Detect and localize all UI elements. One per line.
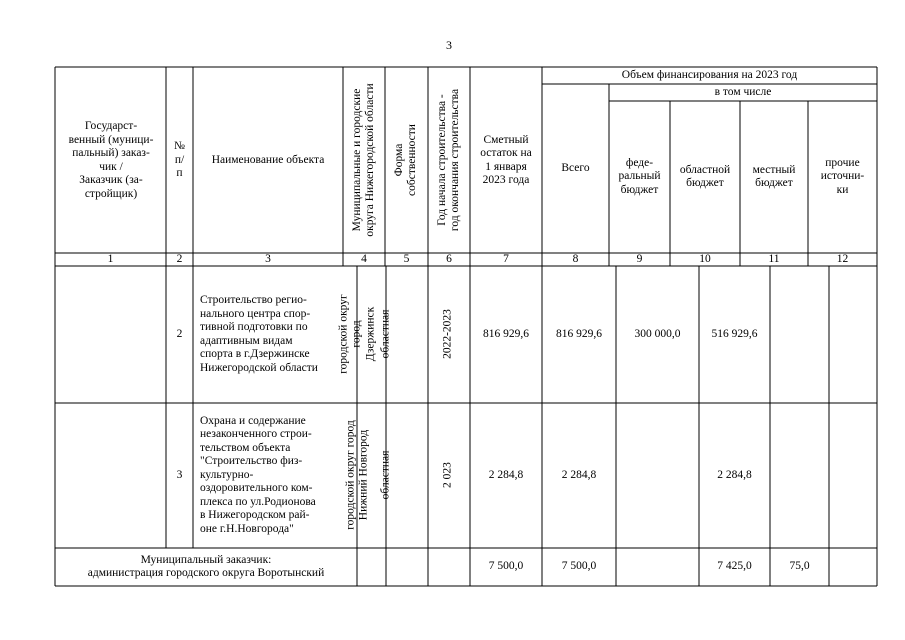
column-number-7: 7 bbox=[503, 252, 509, 265]
column-number-3: 3 bbox=[265, 252, 271, 265]
customer-label: Муниципальный заказчик: администрация городского округа Воротынский bbox=[87, 553, 325, 579]
column-number-9: 9 bbox=[636, 252, 643, 265]
column-number-1: 1 bbox=[107, 252, 114, 265]
column-number-6: 6 bbox=[446, 252, 452, 265]
customer-local-budget: 75,0 bbox=[789, 560, 810, 573]
row-regional-budget: 516 929,6 bbox=[711, 327, 758, 340]
row-construction-years: 2 023 bbox=[441, 462, 454, 488]
customer-regional-budget: 7 425,0 bbox=[717, 560, 752, 573]
column-number-11: 11 bbox=[768, 252, 780, 265]
header-local-budget: местный бюджет bbox=[752, 163, 796, 189]
row-ownership: областная bbox=[379, 309, 392, 359]
row-estimated-balance: 2 284,8 bbox=[488, 468, 524, 481]
column-number-2: 2 bbox=[176, 252, 183, 265]
header-object-name: Наименование объекта bbox=[211, 153, 325, 166]
row-object-name: Охрана и содержание незаконченного строи- тельством объекта "Строительство физ- культурно- оздоровительного ком- плекса по ул.Родионова в Нижегородском рай- оне г.Н.Новгорода" bbox=[200, 414, 316, 535]
header-construction-years: Год начала строительства - год окончания строительства bbox=[435, 88, 461, 232]
row-district: городской округ город Дзержинск bbox=[337, 294, 377, 374]
row-item-number: 2 bbox=[176, 327, 183, 340]
column-number-8: 8 bbox=[572, 252, 579, 265]
row-item-number: 3 bbox=[176, 468, 183, 481]
header-including: в том числе bbox=[714, 86, 772, 99]
row-federal-budget: 300 000,0 bbox=[634, 327, 681, 340]
page-number: 3 bbox=[446, 38, 452, 52]
column-number-12: 12 bbox=[836, 252, 849, 265]
header-estimated-balance: Сметный остаток на 1 января 2023 года bbox=[480, 133, 532, 186]
row-estimated-balance: 816 929,6 bbox=[483, 327, 529, 340]
row-construction-years: 2022-2023 bbox=[441, 309, 454, 359]
header-district: Муниципальные и городские округа Нижегородской области bbox=[350, 83, 376, 237]
row-ownership: областная bbox=[379, 450, 392, 500]
row-object-name: Строительство регио- нального центра спор- тивной подготовки по адаптивным видам спорта в г.Дзержинске Нижегородской области bbox=[200, 294, 318, 374]
row-district: городской округ город Нижний Новгород bbox=[344, 420, 370, 530]
column-number-4: 4 bbox=[361, 252, 367, 265]
header-total: Всего bbox=[561, 162, 590, 175]
row-regional-budget: 2 284,8 bbox=[717, 468, 752, 481]
customer-estimated-balance: 7 500,0 bbox=[488, 560, 524, 573]
header-regional-budget: областной бюджет bbox=[679, 163, 731, 189]
column-number-5: 5 bbox=[403, 252, 410, 265]
header-other-sources: прочие источни- ки bbox=[820, 156, 865, 196]
header-customer: Государст- венный (муници- пальный) заказ- чик / Заказчик (за- стройщик) bbox=[68, 120, 154, 200]
row-total: 2 284,8 bbox=[561, 468, 597, 481]
header-federal-budget: феде- ральный бюджет bbox=[618, 156, 661, 196]
header-ownership: Форма собственности bbox=[392, 124, 418, 196]
header-item-number: № п/ п bbox=[174, 140, 185, 180]
customer-total: 7 500,0 bbox=[561, 560, 597, 573]
column-number-10: 10 bbox=[699, 252, 711, 265]
header-funding-title: Объем финансирования на 2023 год bbox=[621, 69, 798, 82]
row-total: 816 929,6 bbox=[556, 327, 602, 340]
